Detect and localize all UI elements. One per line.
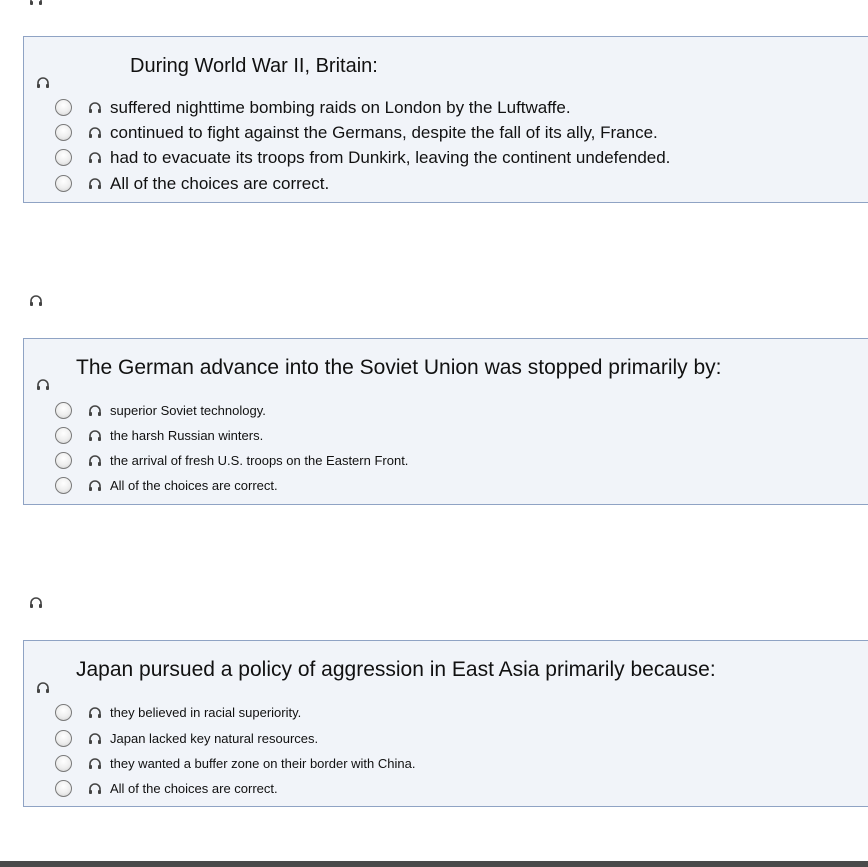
headphones-icon[interactable] — [88, 707, 102, 719]
question-prompt: The German advance into the Soviet Union was stopped primarily by: — [76, 356, 722, 379]
headphones-icon[interactable] — [88, 127, 102, 139]
option-label: superior Soviet technology. — [110, 403, 266, 418]
radio-button[interactable] — [55, 124, 72, 141]
headphones-icon[interactable] — [88, 480, 102, 492]
headphones-icon[interactable] — [88, 733, 102, 745]
option-label: had to evacuate its troops from Dunkirk, leaving the continent undefended. — [110, 148, 671, 167]
answer-option[interactable] — [24, 173, 844, 195]
radio-button[interactable] — [55, 452, 72, 469]
option-label: the harsh Russian winters. — [110, 428, 264, 443]
headphones-icon[interactable] — [88, 178, 102, 190]
radio-button[interactable] — [55, 175, 72, 192]
question-card-1 — [23, 36, 868, 203]
radio-button[interactable] — [55, 402, 72, 419]
headphones-icon[interactable] — [29, 597, 43, 609]
headphones-icon[interactable] — [88, 152, 102, 164]
headphones-icon[interactable] — [88, 102, 102, 114]
option-label: Japan lacked key natural resources. — [110, 731, 319, 746]
question-prompt: During World War II, Britain: — [130, 55, 378, 77]
headphones-icon[interactable] — [88, 405, 102, 417]
radio-button[interactable] — [55, 780, 72, 797]
answer-option[interactable] — [24, 425, 844, 447]
option-label: the arrival of fresh U.S. troops on the Eastern Front. — [110, 453, 409, 468]
radio-button[interactable] — [55, 755, 72, 772]
headphones-icon[interactable] — [88, 455, 102, 467]
radio-button[interactable] — [55, 427, 72, 444]
answer-option[interactable] — [24, 702, 844, 724]
radio-button[interactable] — [55, 149, 72, 166]
radio-button[interactable] — [55, 477, 72, 494]
option-label: suffered nighttime bombing raids on London by the Luftwaffe. — [110, 98, 571, 117]
option-label: they believed in racial superiority. — [110, 705, 302, 720]
headphones-icon[interactable] — [29, 0, 43, 6]
headphones-icon[interactable] — [29, 295, 43, 307]
radio-button[interactable] — [55, 704, 72, 721]
question-card-3 — [23, 640, 868, 807]
headphones-icon[interactable] — [88, 758, 102, 770]
answer-option[interactable] — [24, 753, 844, 775]
answer-option[interactable] — [24, 97, 844, 119]
option-label: All of the choices are correct. — [110, 478, 278, 493]
headphones-icon[interactable] — [36, 682, 50, 694]
option-label: All of the choices are correct. — [110, 781, 278, 796]
answer-option[interactable] — [24, 400, 844, 422]
radio-button[interactable] — [55, 730, 72, 747]
option-label: continued to fight against the Germans, despite the fall of its ally, France. — [110, 123, 658, 142]
answer-option[interactable] — [24, 728, 844, 750]
answer-option[interactable] — [24, 147, 844, 169]
headphones-icon[interactable] — [88, 783, 102, 795]
question-prompt: Japan pursued a policy of aggression in East Asia primarily because: — [76, 658, 716, 681]
bottom-bar — [0, 861, 868, 867]
option-label: All of the choices are correct. — [110, 174, 330, 193]
answer-option[interactable] — [24, 122, 844, 144]
headphones-icon[interactable] — [36, 77, 50, 89]
answer-option[interactable] — [24, 450, 844, 472]
headphones-icon[interactable] — [36, 379, 50, 391]
headphones-icon[interactable] — [88, 430, 102, 442]
option-label: they wanted a buffer zone on their border with China. — [110, 756, 416, 771]
question-card-2 — [23, 338, 868, 505]
radio-button[interactable] — [55, 99, 72, 116]
answer-option[interactable] — [24, 475, 844, 497]
answer-option[interactable] — [24, 778, 844, 800]
